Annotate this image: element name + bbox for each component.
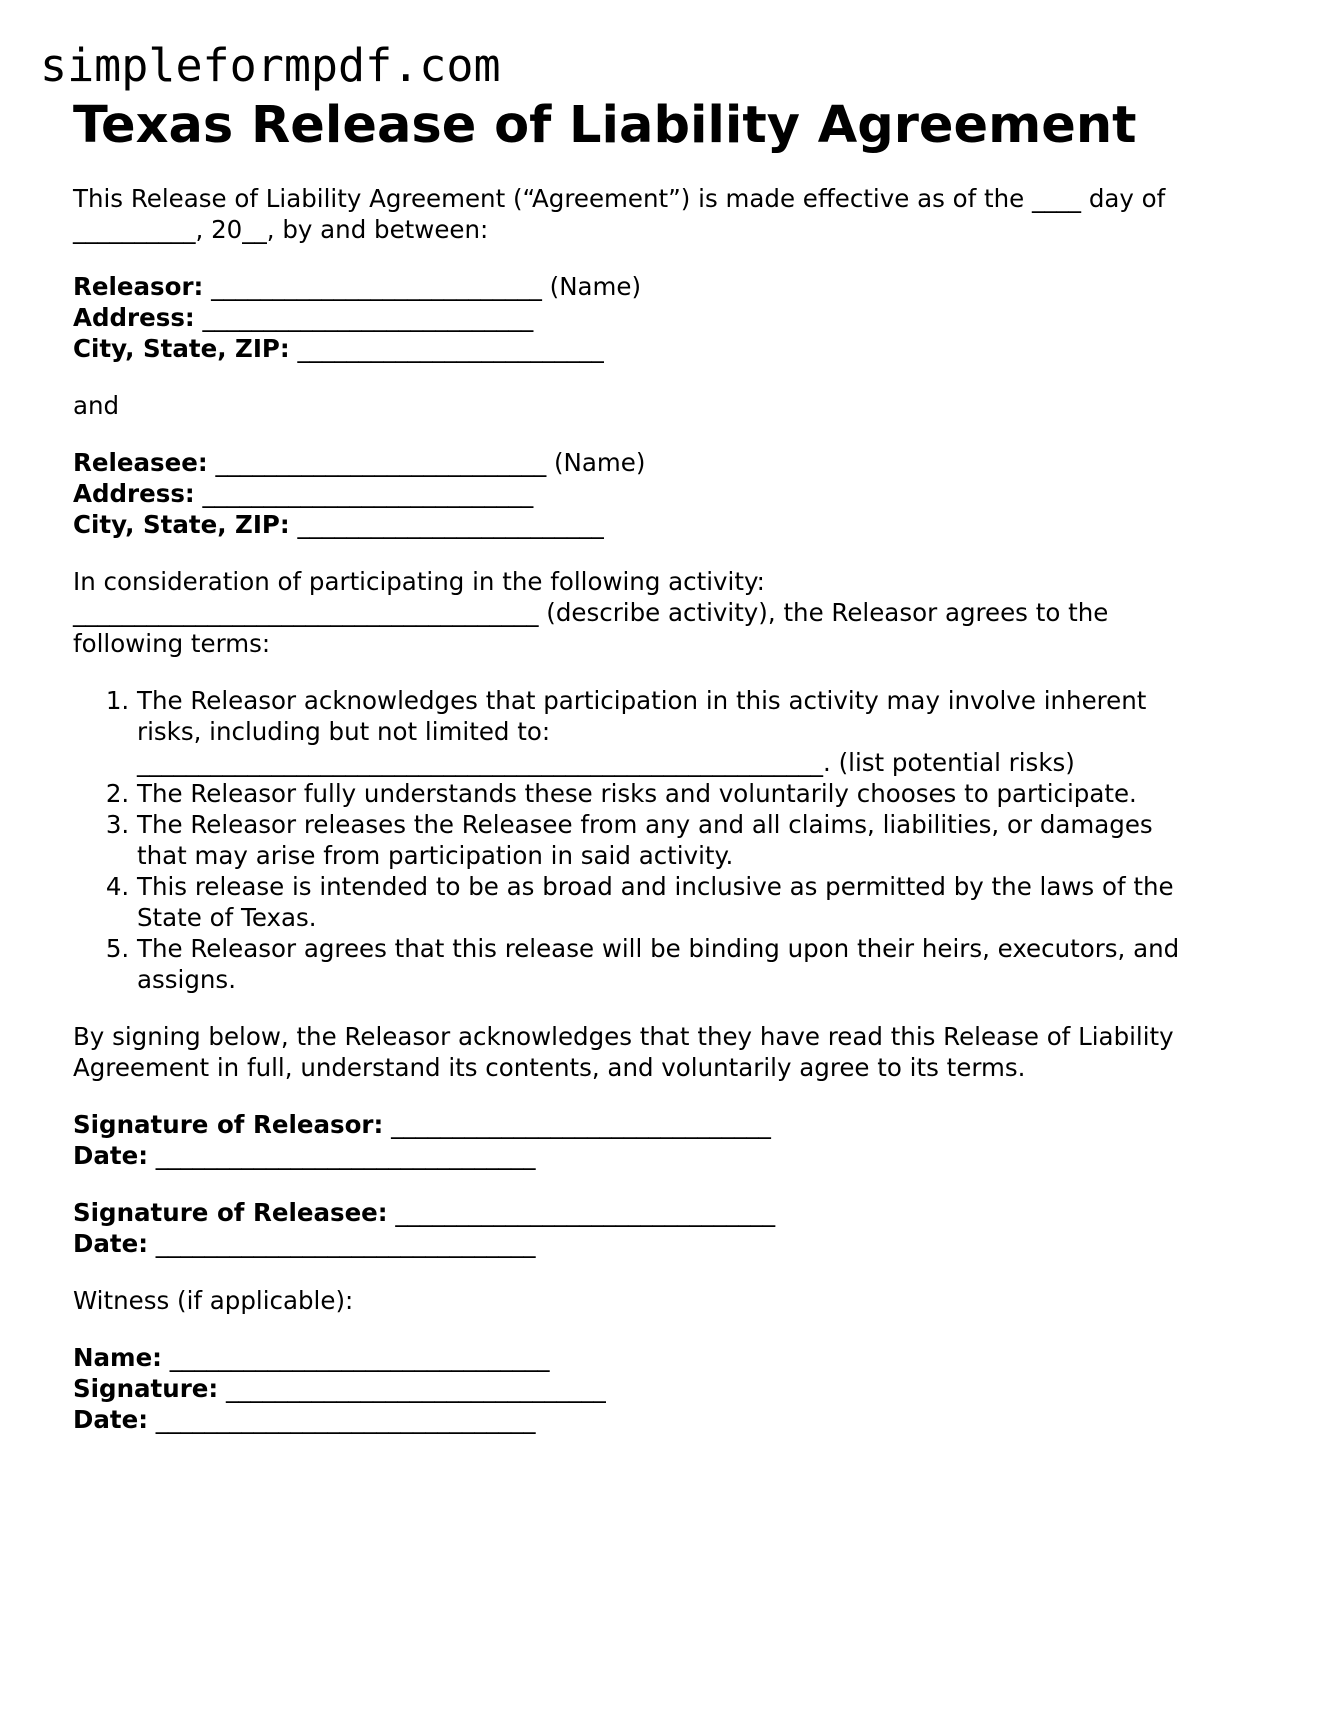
- term-1-line-2: risks, including but not limited to:: [137, 717, 551, 746]
- releasor-name-label: Releasor:: [73, 272, 204, 301]
- releasor-name-field[interactable]: ___________________________ (Name): [203, 272, 642, 301]
- acknowledgement-paragraph: [73, 1021, 1263, 1083]
- releasee-signature-label: Signature of Releasee:: [73, 1198, 388, 1227]
- witness-date-field[interactable]: _______________________________: [148, 1405, 536, 1434]
- releasor-signature-block: [73, 1109, 1263, 1171]
- releasor-signature-row: [73, 1109, 1263, 1140]
- consideration-paragraph: [73, 566, 1263, 659]
- term-5-line-1: The Releasor agrees that this release will be binding upon their heirs, executors, and: [137, 934, 1180, 963]
- witness-block: [73, 1342, 1263, 1435]
- releasor-address-row: [73, 302, 1263, 333]
- witness-signature-row: [73, 1373, 1263, 1404]
- releasor-date-label: Date:: [73, 1141, 148, 1170]
- witness-date-row: [73, 1404, 1263, 1435]
- intro-paragraph: [73, 183, 1263, 245]
- releasor-date-row: [73, 1140, 1263, 1171]
- witness-name-field[interactable]: _______________________________: [161, 1343, 550, 1372]
- releasee-signature-field[interactable]: _______________________________: [387, 1198, 776, 1227]
- acknowledgement-line-1: By signing below, the Releasor acknowledges that they have read this Release of Liability: [73, 1022, 1174, 1051]
- releasee-signature-row: [73, 1197, 1263, 1228]
- and-text: and: [73, 391, 120, 420]
- witness-date-label: Date:: [73, 1405, 148, 1434]
- releasor-city-label: City, State, ZIP:: [73, 334, 290, 363]
- consideration-line-3: following terms:: [73, 629, 271, 658]
- term-1-risks-field[interactable]: ________________________________________________________. (list potential risks): [137, 748, 1075, 777]
- term-3-line-1: The Releasor releases the Releasee from any and all claims, liabilities, or damages: [137, 810, 1153, 839]
- list-item: [137, 933, 1263, 995]
- document-title: Texas Release of Liability Agreement: [73, 96, 1137, 155]
- list-item: [137, 685, 1263, 778]
- consideration-line-1: In consideration of participating in the following activity:: [73, 567, 765, 596]
- releasee-date-row: [73, 1228, 1263, 1259]
- term-5-line-2: assigns.: [137, 965, 236, 994]
- acknowledgement-line-2: Agreement in full, understand its contents, and voluntarily agree to its terms.: [73, 1053, 1026, 1082]
- releasor-name-row: [73, 271, 1263, 302]
- term-3-line-2: that may arise from participation in said activity.: [137, 841, 734, 870]
- list-item: [137, 809, 1263, 871]
- document-body: [73, 90, 1263, 1435]
- releasor-address-field[interactable]: ___________________________: [194, 303, 534, 332]
- releasee-name-row: [73, 447, 1263, 478]
- releasee-signature-block: [73, 1197, 1263, 1259]
- releasee-date-field[interactable]: _______________________________: [148, 1229, 536, 1258]
- releasor-block: [73, 271, 1263, 364]
- witness-name-row: [73, 1342, 1263, 1373]
- term-4-line-1: This release is intended to be as broad and inclusive as permitted by the laws of the: [137, 872, 1174, 901]
- releasee-city-row: [73, 509, 1263, 540]
- releasee-city-field[interactable]: _________________________: [289, 510, 604, 539]
- list-item: [137, 871, 1263, 933]
- releasee-address-field[interactable]: ___________________________: [194, 479, 534, 508]
- term-1-line-1: The Releasor acknowledges that participation in this activity may involve inherent: [137, 686, 1147, 715]
- releasee-address-label: Address:: [73, 479, 195, 508]
- releasee-name-field[interactable]: ___________________________ (Name): [207, 448, 646, 477]
- term-4-line-2: State of Texas.: [137, 903, 317, 932]
- releasee-address-row: [73, 478, 1263, 509]
- intro-line-1: This Release of Liability Agreement (“Agreement”) is made effective as of the ____ day of: [73, 184, 1166, 213]
- intro-line-2: __________, 20__, by and between:: [73, 215, 489, 244]
- releasee-date-label: Date:: [73, 1229, 148, 1258]
- releasor-signature-field[interactable]: _______________________________: [383, 1110, 771, 1139]
- releasor-signature-label: Signature of Releasor:: [73, 1110, 384, 1139]
- releasor-city-row: [73, 333, 1263, 364]
- releasee-name-label: Releasee:: [73, 448, 208, 477]
- terms-list: [73, 685, 1263, 995]
- releasee-block: [73, 447, 1263, 540]
- list-item: [137, 778, 1263, 809]
- releasor-city-field[interactable]: _________________________: [289, 334, 604, 363]
- releasee-city-label: City, State, ZIP:: [73, 510, 290, 539]
- witness-name-label: Name:: [73, 1343, 162, 1372]
- releasor-address-label: Address:: [73, 303, 195, 332]
- watermark-site-name: simpleformpdf.com: [40, 39, 501, 92]
- consideration-line-2[interactable]: ______________________________________ (describe activity), the Releasor agrees to the: [73, 598, 1109, 627]
- releasor-date-field[interactable]: _______________________________: [148, 1141, 536, 1170]
- witness-signature-field[interactable]: _______________________________: [218, 1374, 606, 1403]
- witness-signature-label: Signature:: [73, 1374, 219, 1403]
- term-2-line-1: The Releasor fully understands these risks and voluntarily chooses to participate.: [137, 779, 1137, 808]
- witness-heading: Witness (if applicable):: [73, 1286, 354, 1315]
